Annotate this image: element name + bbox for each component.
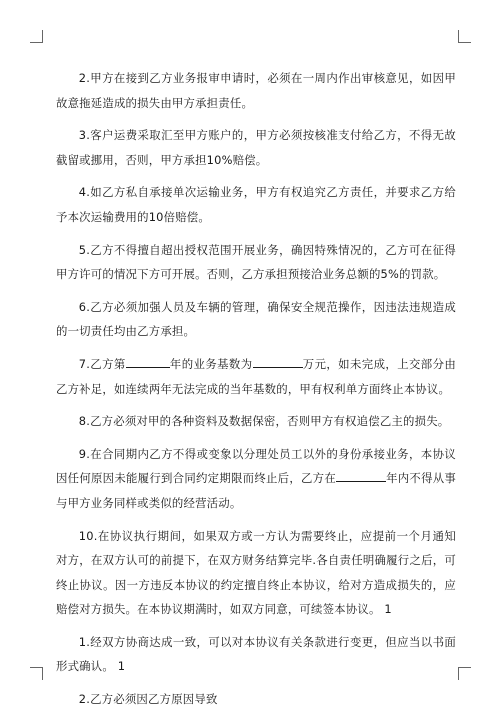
clause-3: 3.客户运费采取汇至甲方账户的，甲方必须按核准支付给乙方，不得无故截留或挪用，否则，甲方承担10%赔偿。 (56, 128, 456, 167)
years-blank (336, 469, 386, 482)
clause-2: 2.甲方在接到乙方业务报审申请时，必须在一周内作出审核意见，如因甲故意拖延造成的损失由甲方承担责任。 (56, 71, 456, 110)
clause-10: 10.在协议执行期间，如果双方或一方认为需要终止，应提前一个月通知对方，在双方认可的前提下，在双方财务结算完毕.各自责任明确履行之后，可终止协议。因一方违反本协议的约定擅自终止本协议，给对方造成损失的，应赔偿对方损失。在本协议期满时，如双方同意，可续签本协议。 1 (56, 528, 456, 617)
crop-mark-top-right (458, 30, 471, 43)
crop-mark-bottom-left (30, 667, 43, 680)
clause-7-text-c: 万元，如未完成，上交部分由乙方补足，如连续两年无法完成的当年基数的，甲有权利单方面终止本协议。 (56, 356, 456, 396)
clause-7-text-a: 7.乙方第 (78, 356, 126, 371)
amendment-clause-1: 1.经双方协商达成一致，可以对本协议有关条款进行变更，但应当以书面形式确认。 1 (56, 634, 456, 674)
amount-blank (253, 355, 303, 368)
clause-5: 5.乙方不得擅自超出授权范围开展业务，确因特殊情况的，乙方可在征得甲方许可的情况下方可开展。否则，乙方承担预接洽业务总额的5%的罚款。 (56, 242, 456, 282)
document-body (56, 66, 456, 720)
clause-9 (56, 442, 456, 516)
amendment-clause-2: 2.乙方必须因乙方原因导致 (78, 692, 218, 707)
clause-8: 8.乙方必须对甲的各种资料及数据保密，否则甲方有权追偿乙主的损失。 (78, 414, 450, 429)
crop-mark-bottom-right (458, 667, 471, 680)
clause-9-text-b: 年内不得从事与甲方业务同样或类似的经营活动。 (56, 471, 456, 510)
clause-7-text-b: 年的业务基数为 (169, 356, 253, 371)
clause-4: 4.如乙方私自承接单次运输业务，甲方有权追究乙方责任，并要求乙方给予本次运输费用的10倍赔偿。 (56, 185, 456, 224)
clause-6: 6.乙方必须加强人员及车辆的管理，确保安全规范操作，因违法违规造成的一切责任均由乙方承担。 (56, 299, 456, 339)
clause-9-text-a: 9.在合同期内乙方不得或变象以分理处员工以外的身份承接业务，本协议因任何原因未能履行到合同约定期限而终止后，乙方在 (56, 446, 456, 486)
clause-7 (56, 352, 456, 401)
year-blank (126, 355, 170, 368)
crop-mark-top-left (30, 30, 43, 43)
